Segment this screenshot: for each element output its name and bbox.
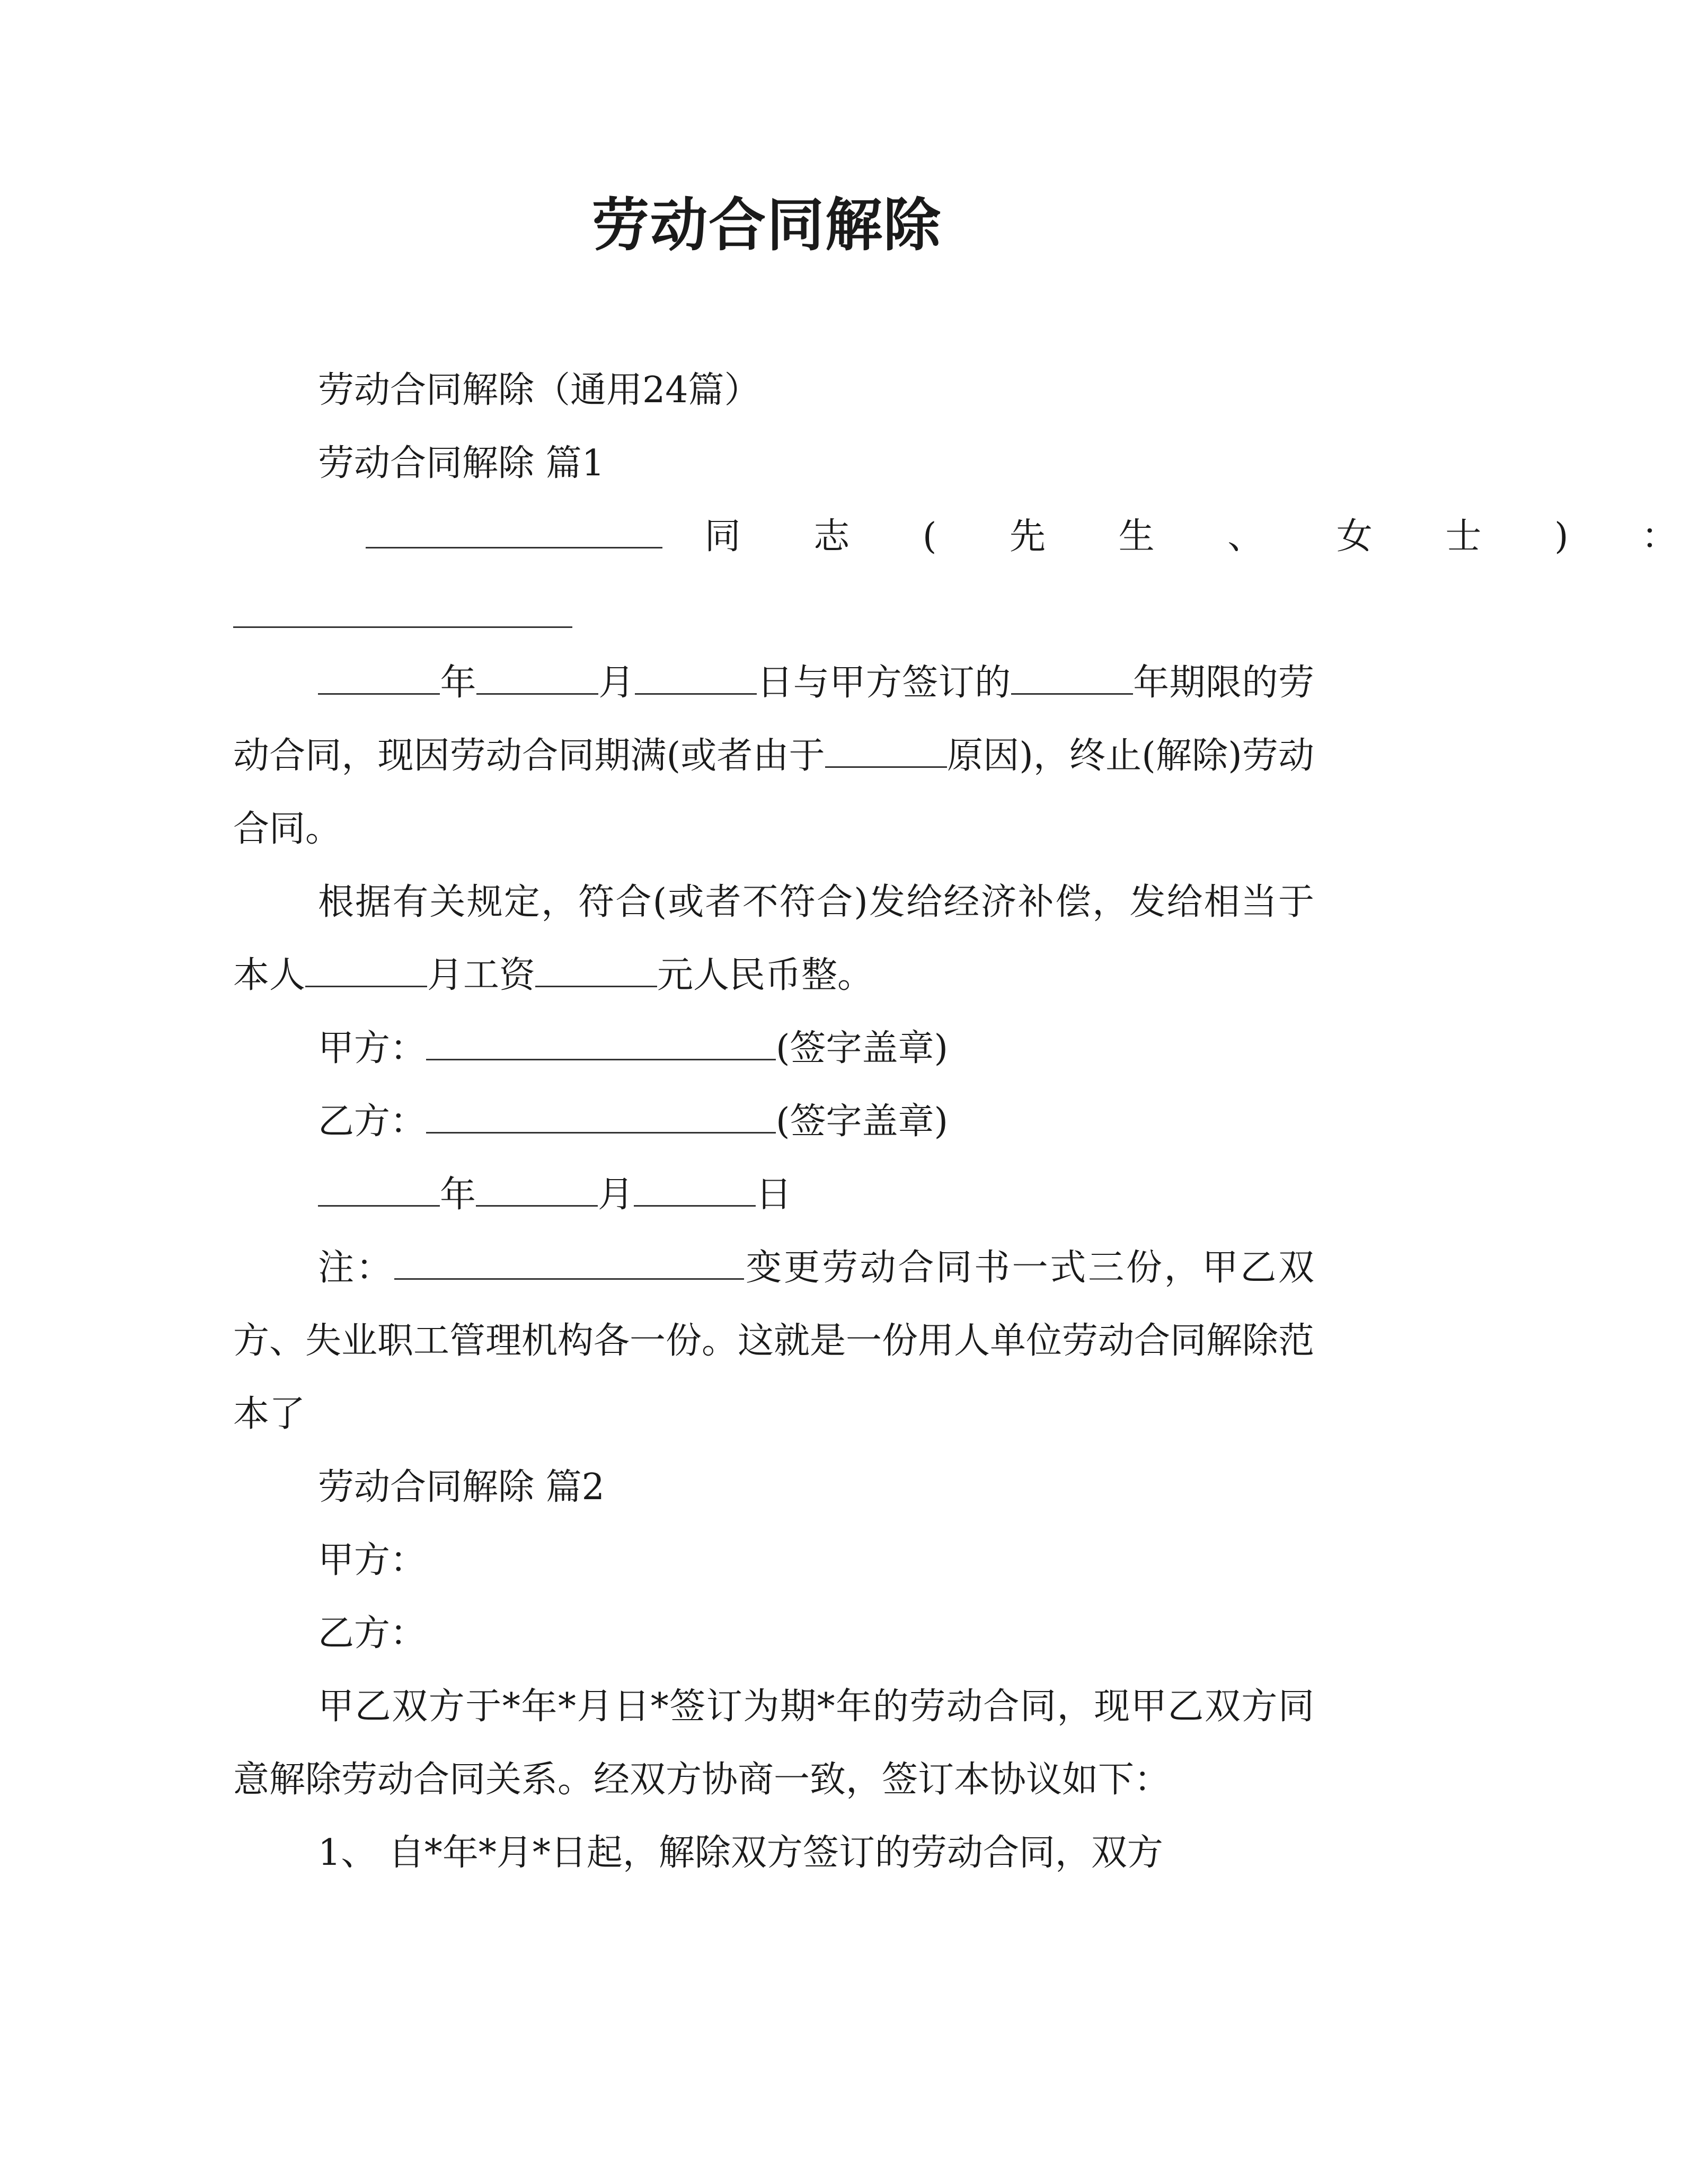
section-2-item-1: 1、 自*年*月*日起，解除双方签订的劳动合同，双方 — [318, 1832, 1163, 1874]
reason-text: 原因)，终止(解除)劳动合同。 — [233, 735, 1315, 850]
date-day-blank — [634, 1173, 756, 1207]
compensation-text-a: 根据有关规定，符合(或者不符合)发给经济补偿，发给相当于本人 — [233, 881, 1314, 996]
section-2-party-a: 甲方： — [318, 1539, 427, 1581]
date-year-text: 年 — [440, 1174, 476, 1216]
term-blank — [1011, 661, 1133, 695]
compensation-text-c: 元人民币整。 — [657, 954, 874, 996]
document-body — [233, 354, 1708, 1890]
name-blank — [366, 515, 662, 548]
date-month-blank — [476, 1173, 598, 1207]
note-text: 变更劳动合同书一式三份，甲乙双方、失业职工管理机构各一份。这就是一份用人单位劳动合同解除范本了 — [233, 1247, 1315, 1435]
party-a-blank — [426, 1027, 776, 1060]
year-text: 年 — [440, 662, 476, 704]
document-subtitle: 劳动合同解除（通用24篇） — [318, 369, 760, 411]
salutation-text: 同 志 ( 先 生 、 女 士 ) ： — [704, 516, 1708, 557]
compensation-text-b: 月工资 — [427, 954, 536, 996]
term-text: 年期限的劳动合同，现因劳动合同期满(或者由于 — [233, 662, 1314, 777]
party-a-label: 甲方： — [318, 1028, 427, 1069]
month-blank — [476, 661, 598, 695]
section-2-party-b: 乙方： — [318, 1613, 427, 1654]
name-blank-continuation — [233, 595, 572, 628]
date-day-text: 日 — [756, 1174, 792, 1216]
section-1-heading: 劳动合同解除 篇1 — [318, 442, 605, 484]
section-1-paragraph-2 — [233, 866, 1314, 1012]
note-blank — [394, 1246, 744, 1280]
reason-blank — [825, 734, 947, 768]
party-b-sign-line — [233, 1085, 1314, 1158]
salutation-continuation — [233, 573, 1314, 647]
section-1-paragraph-1 — [233, 647, 1314, 866]
document-title: 劳动合同解除 — [591, 192, 942, 259]
date-year-blank — [318, 1173, 440, 1207]
party-b-blank — [426, 1100, 776, 1134]
day-blank — [635, 661, 757, 695]
section-2-paragraph-1: 甲乙双方于*年*月日*签订为期*年的劳动合同，现甲乙双方同意解除劳动合同关系。经双方协商一致，签订本协议如下： — [233, 1686, 1314, 1801]
month-text: 月 — [598, 662, 635, 704]
date-line — [233, 1158, 1314, 1232]
day-text: 日与甲方签订的 — [756, 662, 1011, 704]
note-paragraph — [233, 1232, 1314, 1451]
party-b-sign-text: (签字盖章) — [776, 1101, 949, 1143]
months-blank — [305, 954, 427, 987]
section-2-heading: 劳动合同解除 篇2 — [318, 1466, 605, 1508]
party-b-label: 乙方： — [318, 1101, 427, 1143]
date-month-text: 月 — [598, 1174, 634, 1216]
salutation-line — [233, 500, 1708, 573]
party-a-sign-text: (签字盖章) — [776, 1028, 949, 1069]
amount-blank — [535, 954, 657, 987]
year-blank — [318, 661, 440, 695]
party-a-sign-line — [233, 1012, 1314, 1085]
note-label: 注： — [318, 1247, 394, 1289]
